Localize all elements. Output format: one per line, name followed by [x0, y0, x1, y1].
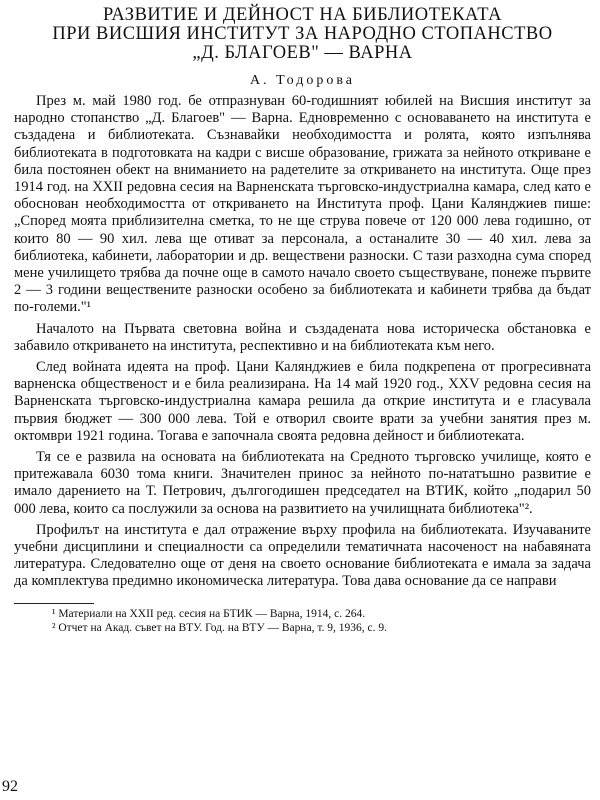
title-line: РАЗВИТИЕ И ДЕЙНОСТ НА БИБЛИОТЕКАТА	[102, 5, 503, 25]
article-body	[14, 93, 591, 591]
title-line: ПРИ ВИСШИЯ ИНСТИТУТ ЗА НАРОДНО СТОПАНСТВО	[52, 24, 553, 44]
article-author: А. Тодорова	[250, 73, 355, 88]
title-line: „Д. БЛАГОЕВ" — ВАРНА	[192, 43, 413, 63]
paragraph: Началото на Първата световна война и създадената нова историческа обстановка е забавило откриването на института, респективно и на библиотеката към него.	[14, 320, 591, 354]
paragraph: Профилът на института е дал отражение върху профила на библиотеката. Изучаваните учебни дисциплини и специалности са определили тематичната насоченост на набавяната литература. Следователно още от деня на своето основание библиотеката е имала за задача да комплектува предимно икономическа литература. Това дава основание да се направи	[14, 521, 591, 590]
paragraph: През м. май 1980 год. бе отпразнуван 60-годишният юбилей на Висшия институт за народно стопанство „Д. Благоев" — Варна. Едновременно с основаването на института е създадена и библиотеката. Съзнавайки необходимостта и ролята, която изпълнява библиотеката в подготовката на кадри с висше образование, грижата за нейното откриване е била постоянен обект на вниманието на радетелите за откриването на института. Още през 1914 год. на XXII редовна сесия на Варненската търговско-индустриална камара, след като е обоснован необходимостта от откриването на Института проф. Цани Калянджиев пише: „Според моята приблизителна сметка, то не ще струва повече от 120 000 лева годишно, от които 80 — 90 хил. лева ще отиват за персонала, а останалите 30 — 40 хил. лева за библиотека, кабинети, лаборатории и др. веществени разноски. С тази разходна сума според мене училището трябва да почне още в самото начало своето съществуване, понеже първите 2 — 3 години веществените разноски особено за библиотеката и кабинети трябва да бъдат по-големи."¹	[14, 93, 591, 316]
footnote-divider	[14, 603, 94, 604]
footnote: ² Отчет на Акад. съвет на ВТУ. Год. на ВТУ — Варна, т. 9, 1936, с. 9.	[52, 621, 388, 634]
article-title	[14, 6, 591, 63]
paragraph: Тя се е развила на основата на библиотеката на Средното търговско училище, която е притежавала 6030 тома книги. Значителен принос за нейното по-нататъшно развитие е имало дарението на Т. Петрович, дългогодишен председател на ВТИК, който „подарил 50 000 лева, които са послужили за основа на развитието на училищната библиотека"².	[14, 449, 591, 517]
footnote: ¹ Материали на XXII ред. сесия на БТИК — Варна, 1914, с. 264.	[52, 607, 366, 620]
page-number: 92	[2, 778, 18, 795]
footnotes	[14, 607, 591, 635]
paragraph: След войната идеята на проф. Цани Калянджиев е била подкрепена от прогресивната варненска общественост и е била реализирана. На 14 май 1920 год., XXV редовна сесия на Варненската търговско-индустриална камара решила да открие института и е гласувала първия бюджет — 300 000 лева. Той е отворил своите врати за учебни занятия през м. октомври 1921 година. Тогава е започнала своята редовна дейност и библиотеката.	[14, 359, 591, 444]
